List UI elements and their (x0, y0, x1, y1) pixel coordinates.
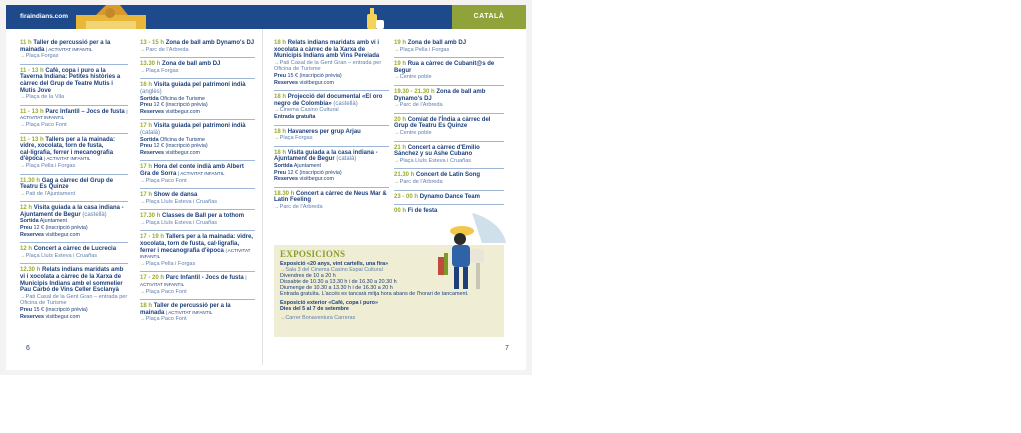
event-booking (140, 109, 255, 116)
event-heading (20, 137, 128, 163)
event-location: → Plaça de la Vila (20, 94, 128, 101)
event-time: 19 h (394, 61, 407, 68)
price-value: 12 € (inscripció prèvia) (287, 169, 342, 176)
event-time: 19 h (394, 40, 407, 46)
event-divider (20, 105, 128, 106)
event-time: 20 h (394, 116, 407, 123)
event-entry: Entrada gratuïta (274, 113, 316, 120)
activity-tag: | ACTIVITAT INFANTIL (178, 170, 225, 176)
event-heading (274, 191, 389, 204)
event-divider (20, 242, 128, 243)
event-title: Zona de ball amb DJ (407, 40, 467, 46)
event-heading (20, 205, 128, 218)
event-heading (140, 303, 255, 316)
event-language: (castellà) (333, 100, 358, 107)
event-location: → Plaça Forgas (20, 53, 128, 60)
event-language: (català) (336, 156, 357, 163)
departure-label: Sortida (140, 95, 159, 102)
price-value: 15 € (inscripció prèvia) (287, 72, 342, 79)
booking-label: Reserves (20, 313, 44, 320)
event-divider (274, 146, 389, 147)
event-title: Havaneres per grup Arjau (287, 128, 361, 135)
schedule-column-3 (274, 40, 389, 214)
price-value: 12 € (inscripció prèvia) (153, 102, 208, 109)
event-time: 12.30 h (20, 267, 41, 274)
header-bar (6, 5, 526, 29)
event-item (140, 192, 255, 205)
event-location: → Plaça Forgas (140, 68, 255, 75)
exhibition-2-place: → Carrer Bonaventura Carreras (280, 315, 498, 321)
site-url[interactable]: firaindians.com (20, 13, 69, 20)
event-item (20, 205, 128, 238)
event-location: → Pati Casal de la Gent Gran – entrada per Oficina de Turisme (274, 60, 389, 73)
event-location: → Plaça Pella i Forgas (394, 47, 504, 54)
page-gutter (262, 29, 263, 365)
event-heading (394, 61, 504, 74)
price-value: 12 € (inscripció prèvia) (153, 143, 208, 150)
event-title: Dynamo Dance Team (419, 193, 480, 200)
event-item (394, 61, 504, 81)
event-title: Comiat de l'Índia a càrrec del Grup de Teatru Es Quinze (394, 116, 491, 130)
event-location: → Pati de l'Ajuntament (20, 191, 128, 198)
event-divider (140, 230, 255, 231)
exhibition-1-hours-fri: Divendres de 10 a 20 h (280, 273, 336, 279)
event-item (140, 164, 255, 184)
event-divider (20, 133, 128, 134)
booking-value: visitbegur.com (165, 149, 200, 156)
exhibition-2-dates: Dies del 5 al 7 de setembre (280, 306, 349, 312)
event-time: 18 h (274, 128, 287, 135)
activity-tag: | ACTIVITAT INFANTIL (140, 275, 247, 288)
exhibition-2-title: Exposició exterior «Cafè, copa i puro» (280, 300, 378, 306)
page-number-right: 7 (505, 345, 509, 352)
event-item (20, 40, 128, 60)
event-item (394, 172, 504, 185)
price-label: Preu (274, 169, 286, 176)
event-title: Concert a càrrec de Neus Mar & Latin Feeling (274, 190, 387, 204)
event-price (274, 73, 389, 80)
event-divider (20, 263, 128, 264)
event-item (20, 267, 128, 320)
booking-label: Reserves (140, 108, 164, 115)
event-time: 11 - 13 h (20, 136, 44, 143)
event-title: Gag a càrrec del Grup de Teatru Es Quinze (20, 177, 114, 191)
price-label: Preu (20, 307, 32, 313)
header-illustration (76, 5, 146, 29)
event-heading (20, 246, 128, 253)
event-divider (20, 174, 128, 175)
event-divider (20, 64, 128, 65)
event-item (140, 234, 255, 267)
event-divider (140, 188, 255, 189)
booking-value: visitbegur.com (45, 231, 80, 238)
event-title: Cafè, copa i puro a la Taverna Indiana: Petites històries a càrrec del Grup de Teatre Mutis i Mutis Jove (20, 67, 121, 94)
event-heading (394, 145, 504, 158)
event-title: Concert a càrrec de Lucrecia (33, 246, 117, 253)
event-item (274, 191, 389, 211)
event-item (394, 145, 504, 165)
event-time: 11 - 13 h (20, 67, 44, 74)
event-booking (140, 150, 255, 157)
event-time: 18 h (274, 40, 287, 46)
bottle-icon (362, 8, 386, 29)
event-divider (394, 168, 504, 169)
event-booking (274, 80, 389, 87)
price-value: 12 € (inscripció prèvia) (33, 225, 88, 232)
event-price (20, 307, 128, 314)
event-divider (140, 57, 255, 58)
event-heading (140, 61, 255, 68)
event-title: Taller de percussió per a la mainada (20, 40, 111, 53)
event-divider (140, 78, 255, 79)
event-item (140, 303, 255, 323)
departure-label: Sortida (140, 136, 159, 143)
event-time: 13 - 15 h (140, 40, 165, 46)
event-item (274, 40, 389, 86)
event-title: Tallers per a la mainada: vidre, xocolata, torn de fusta, cal·ligrafia, ferrer i mecanografia d'època (20, 136, 115, 163)
price-label: Preu (20, 225, 32, 232)
event-location: → Plaça Lluís Esteva i Cruañas (140, 199, 255, 206)
event-divider (274, 187, 389, 188)
event-title: Zona de ball amb Dynamo's DJ (165, 40, 255, 46)
event-location: → Centre poble (394, 130, 504, 137)
event-location: → Plaça Pella i Forgas (140, 261, 255, 268)
event-title: Visita guiada a la casa indiana - Ajuntament de Begur (274, 149, 378, 163)
event-price (274, 170, 389, 177)
event-booking (274, 176, 389, 183)
event-time: 17 h (140, 164, 153, 171)
booking-label: Reserves (20, 231, 44, 238)
event-divider (394, 57, 504, 58)
event-item (394, 40, 504, 53)
event-heading (140, 82, 255, 95)
event-location: → Centre poble (394, 74, 504, 81)
activity-tag: | ACTIVITAT INFANTIL (44, 156, 91, 162)
event-divider (274, 90, 389, 91)
event-heading (394, 172, 504, 179)
event-time: 23 - 00 h (394, 193, 419, 200)
event-language: (castellà) (82, 211, 107, 218)
event-item (274, 94, 389, 120)
event-item (140, 275, 255, 295)
event-divider (140, 209, 255, 210)
event-heading (140, 213, 255, 220)
price-label: Preu (140, 102, 152, 109)
event-title: Parc Infantil - Jocs de fusta (165, 275, 244, 282)
event-departure (140, 137, 255, 144)
event-title: Taller de percussió per a la mainada (140, 303, 231, 316)
event-title: Show de dansa (153, 192, 198, 199)
event-item (140, 213, 255, 226)
event-heading (20, 40, 128, 53)
event-heading (274, 40, 389, 60)
price-label: Preu (140, 143, 152, 150)
event-location: → Pati Casal de la Gent Gran – entrada per Oficina de Turisme (20, 294, 128, 307)
event-title: Visita guiada a la casa indiana - Ajuntament de Begur (20, 205, 124, 218)
event-time: 11 - 13 h (20, 108, 44, 115)
activity-tag: | ACTIVITAT INFANTIL (140, 247, 251, 260)
event-location: → Plaça Lluís Esteva i Cruañas (140, 220, 255, 227)
exhibition-1-hours-sun: Diumenge de 10.30 a 13.30 h i de 16.30 a 20 h (280, 285, 393, 291)
event-divider (140, 160, 255, 161)
event-title: Tallers per a la mainada: vidre, xocolata, torn de fusta, cal·ligrafia, ferrer i mecanografia d'època (140, 234, 253, 254)
event-time: 21.30 h (394, 172, 415, 179)
departure-value: Ajuntament (39, 218, 68, 225)
event-location: → Plaça Lluís Esteva i Cruañas (394, 158, 504, 165)
event-divider (274, 125, 389, 126)
event-heading (274, 129, 389, 136)
event-location: → Plaça Paco Font (20, 122, 128, 129)
price-label: Preu (274, 72, 286, 79)
event-item (140, 61, 255, 74)
event-departure (20, 218, 128, 225)
event-location: → Parc de l'Arbreda (274, 204, 389, 211)
event-time: 18 h (274, 94, 287, 101)
event-item (20, 246, 128, 259)
event-language: (català) (140, 129, 161, 136)
event-time: 12 h (20, 205, 33, 212)
event-time: 12 h (20, 246, 33, 253)
event-heading (20, 267, 128, 293)
event-location: → Plaça Paco Font (140, 316, 255, 323)
booking-label: Reserves (140, 149, 164, 156)
event-heading (140, 234, 255, 260)
event-time: 17 h (140, 192, 153, 199)
activity-tag: | ACTIVITAT INFANTIL (20, 108, 128, 121)
event-item (274, 129, 389, 142)
event-time: 17.30 h (140, 213, 161, 220)
event-location: → Plaça Lluís Esteva i Cruañas (20, 253, 128, 260)
event-location: → Parc de l'Arbreda (394, 179, 504, 186)
booking-label: Reserves (274, 176, 298, 183)
event-booking (20, 232, 128, 239)
event-time: 17 h (140, 123, 153, 130)
exhibition-1-note: Entrada gratuïta. L'accés es tancarà mitja hora abans de l'horari de tancament. (280, 291, 469, 297)
event-location: → Plaça Pella i Forgas (20, 163, 128, 170)
schedule-column-2 (140, 40, 255, 327)
event-time: 16 h (140, 82, 153, 89)
event-location: → Plaça Paco Font (140, 289, 255, 296)
event-divider (394, 113, 504, 114)
event-item (394, 117, 504, 137)
event-heading (140, 192, 255, 199)
booking-value: visitbegur.com (45, 313, 80, 320)
schedule-column-4 (394, 40, 504, 219)
event-divider (140, 299, 255, 300)
event-heading (140, 275, 255, 288)
event-time: 11.30 h (20, 177, 41, 184)
page-number-left: 6 (26, 345, 30, 352)
booking-label: Reserves (274, 79, 298, 86)
event-location: → Parc de l'Arbreda (140, 47, 255, 54)
event-divider (394, 190, 504, 191)
schedule-column-1 (20, 40, 128, 324)
exhibition-1-title: Exposició «20 anys, vint cartells, una fira» (280, 261, 389, 267)
activity-tag: | ACTIVITAT INFANTIL (46, 46, 93, 52)
departure-value: Ajuntament (293, 162, 322, 169)
event-title: Parc Infantil – Jocs de fusta (45, 108, 125, 115)
event-item (20, 137, 128, 170)
event-title: Visita guiada pel patrimoni indià (153, 82, 246, 89)
event-title: Projecció del documental «El oro negro de Colombia» (274, 94, 383, 107)
event-heading (394, 89, 504, 102)
event-time: 19.30 - 21.30 h (394, 88, 435, 95)
exhibitions-title: EXPOSICIONS (280, 249, 346, 259)
event-heading (274, 150, 389, 163)
event-divider (394, 141, 504, 142)
event-divider (20, 201, 128, 202)
event-location: → Plaça Paco Font (140, 178, 255, 185)
event-heading (140, 40, 255, 47)
event-location: → Cinema Casino Cultural (274, 107, 389, 114)
event-title: Visita guiada pel patrimoni indià (153, 123, 246, 130)
departure-value: Oficina de Turisme (160, 95, 206, 102)
event-title: Classes de Ball per a tothom (162, 213, 245, 220)
event-heading (140, 123, 255, 136)
event-item (20, 109, 128, 129)
event-item (20, 178, 128, 198)
event-item (394, 89, 504, 109)
event-title: Concert a càrrec d'Emilio Sánchez y su Ashe Cubano (394, 144, 480, 158)
event-heading (20, 178, 128, 191)
event-title: Zona de ball amb DJ (162, 61, 221, 68)
event-time: 00 h (394, 208, 407, 215)
event-time: 18 h (274, 149, 287, 156)
event-divider (140, 119, 255, 120)
event-language: (anglès) (140, 88, 162, 95)
event-item (140, 82, 255, 115)
event-time: 18 h (140, 303, 153, 310)
event-title: Relats indians maridats amb vi i xocolata a càrrec de la Xarxa de Municipis Indians amb Vins Pereiada (274, 40, 380, 60)
event-title: Concert de Latin Song (416, 172, 481, 179)
event-heading (394, 117, 504, 130)
exhibition-1-hours-sat: Dissabte de 10.30 a 13.30 h i de 16.30 a 20.30 h (280, 279, 397, 285)
event-price (140, 143, 255, 150)
event-departure (140, 96, 255, 103)
price-value: 15 € (inscripció prèvia) (33, 307, 88, 313)
event-item (394, 194, 504, 201)
event-title: Rua a càrrec de Cubanit@s de Begur (394, 61, 495, 74)
event-booking (20, 314, 128, 321)
booking-value: visitbegur.com (299, 79, 334, 86)
booking-value: visitbegur.com (299, 176, 334, 183)
event-divider (394, 204, 504, 205)
language-tab[interactable]: CATALÀ (452, 5, 526, 29)
event-location: → Parc de l'Arbreda (394, 102, 504, 109)
event-item (20, 68, 128, 101)
event-location: → Plaça Forgas (274, 135, 389, 142)
departure-label: Sortida (20, 218, 39, 225)
event-time: 13.30 h (140, 61, 161, 68)
exhibition-1-place: → Sala 3 del Cinema Casino Espai Cultural (280, 267, 498, 273)
event-price (20, 225, 128, 232)
tourist-mascot-illustration (432, 213, 507, 295)
event-divider (140, 271, 255, 272)
event-departure (274, 163, 389, 170)
event-item (140, 40, 255, 53)
event-time: 17 - 20 h (140, 275, 165, 282)
event-title: Relats indians maridats amb vi i xocolata a càrrec de la Xarxa de Municipis Indians amb el sommelier Pau Carbó de Vins Celler Esclanyà (20, 267, 124, 294)
event-time: 18.30 h (274, 190, 295, 197)
event-title: Zona de ball amb Dynamo's DJ (394, 88, 486, 102)
event-heading (20, 68, 128, 94)
event-price (140, 102, 255, 109)
event-title: Hora del conte indià amb Albert Gra de Sorra (140, 164, 244, 177)
event-time: 17 - 19 h (140, 234, 165, 241)
event-time: 11 h (20, 40, 32, 46)
event-title: Fi de festa (407, 208, 438, 215)
event-heading (140, 164, 255, 177)
departure-value: Oficina de Turisme (160, 136, 206, 143)
event-heading (394, 40, 504, 47)
activity-tag: | ACTIVITAT INFANTIL (166, 309, 213, 315)
event-heading (274, 94, 389, 107)
booking-value: visitbegur.com (165, 108, 200, 115)
event-heading (20, 109, 128, 122)
event-item (274, 150, 389, 183)
event-item (140, 123, 255, 156)
event-time: 21 h (394, 144, 407, 151)
event-divider (394, 85, 504, 86)
departure-label: Sortida (274, 162, 293, 169)
event-heading (394, 194, 504, 201)
